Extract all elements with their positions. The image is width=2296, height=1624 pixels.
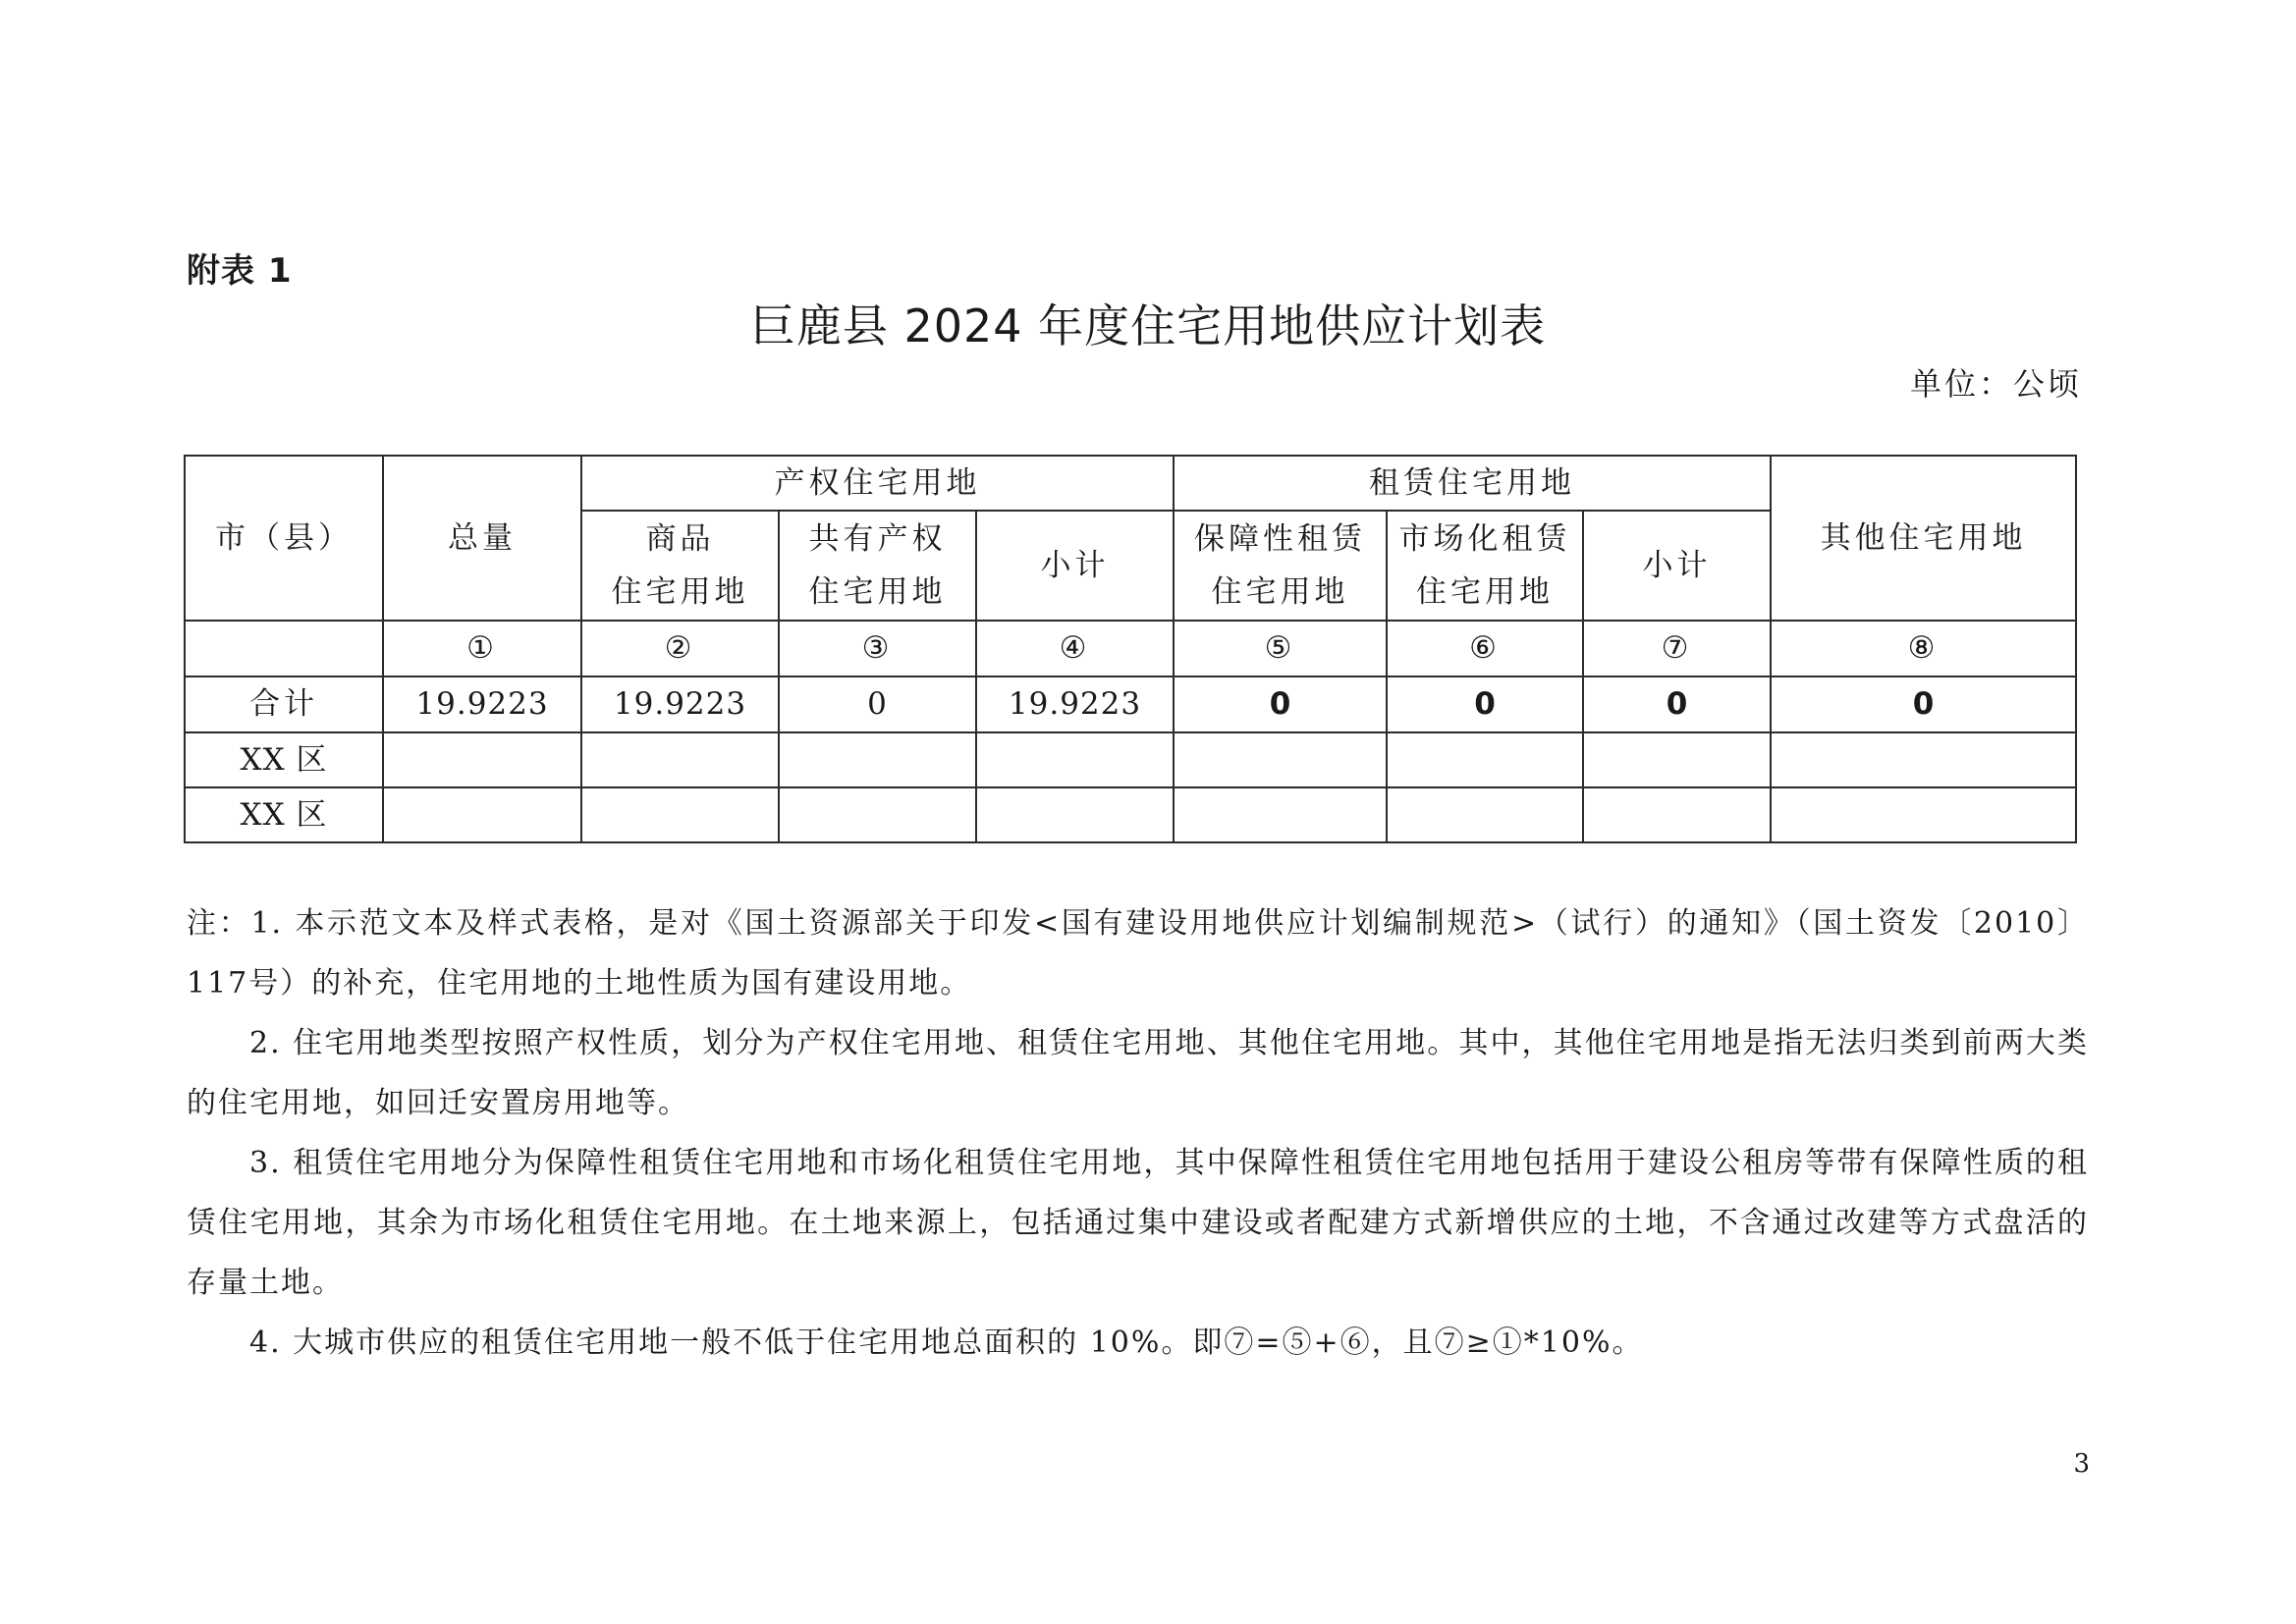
index-mark: ⑥ bbox=[1387, 621, 1583, 676]
header-total: 总量 bbox=[383, 456, 581, 621]
cell-value bbox=[383, 787, 581, 842]
table-row bbox=[185, 787, 2076, 842]
index-empty bbox=[185, 621, 383, 676]
cell-value bbox=[779, 787, 976, 842]
header-group-rental: 租赁住宅用地 bbox=[1174, 456, 1771, 511]
cell-value bbox=[1387, 787, 1583, 842]
row-name: XX 区 bbox=[185, 732, 383, 787]
cell-value bbox=[779, 732, 976, 787]
note-2: 2. 住宅用地类型按照产权性质，划分为产权住宅用地、租赁住宅用地、其他住宅用地。其中，其他住宅用地是指无法归类到前两大类的住宅用地，如回迁安置房用地等。 bbox=[187, 1026, 2089, 1120]
cell-value: 0 bbox=[1174, 677, 1387, 732]
notes-section bbox=[187, 893, 2089, 1373]
cell-value bbox=[383, 732, 581, 787]
header-city: 市（县） bbox=[185, 456, 383, 621]
header-market-line1: 市场化租赁 bbox=[1398, 521, 1571, 557]
header-market-line2: 住宅用地 bbox=[1416, 574, 1555, 611]
note-1: 注：1. 本示范文本及样式表格，是对《国土资源部关于印发<国有建设用地供应计划编制规范>（试行）的通知》（国土资发〔2010〕117号）的补充，住宅用地的土地性质为国有建设用地。 bbox=[187, 906, 2089, 1001]
header-shared-line1: 共有产权 bbox=[808, 521, 947, 557]
cell-value bbox=[976, 732, 1174, 787]
table-row bbox=[185, 732, 2076, 787]
header-other: 其他住宅用地 bbox=[1771, 456, 2076, 621]
note-4: 4. 大城市供应的租赁住宅用地一般不低于住宅用地总面积的 10%。即⑦=⑤+⑥，且⑦≥①*10%。 bbox=[249, 1326, 1644, 1360]
cell-value: 19.9223 bbox=[976, 677, 1174, 732]
note-3: 3. 租赁住宅用地分为保障性租赁住宅用地和市场化租赁住宅用地，其中保障性租赁住宅用地包括用于建设公租房等带有保障性质的租赁住宅用地，其余为市场化租赁住宅用地。在土地来源上，包括通过集中建设或者配建方式新增供应的土地，不含通过改建等方式盘活的存量土地。 bbox=[187, 1146, 2089, 1300]
cell-value bbox=[1771, 787, 2076, 842]
index-mark: ② bbox=[581, 621, 779, 676]
cell-value bbox=[1174, 732, 1387, 787]
cell-value: 0 bbox=[779, 677, 976, 732]
header-market bbox=[1387, 511, 1583, 621]
header-shared bbox=[779, 511, 976, 621]
row-name: 合计 bbox=[185, 677, 383, 732]
header-commercial-line2: 住宅用地 bbox=[611, 574, 749, 611]
cell-value bbox=[1387, 732, 1583, 787]
index-mark: ⑧ bbox=[1771, 621, 2076, 676]
cell-value: 19.9223 bbox=[581, 677, 779, 732]
header-commercial-line1: 商品 bbox=[645, 521, 715, 557]
header-affordable bbox=[1174, 511, 1387, 621]
row-name: XX 区 bbox=[185, 787, 383, 842]
page-number: 3 bbox=[2073, 1449, 2090, 1479]
index-mark: ④ bbox=[976, 621, 1174, 676]
cell-value bbox=[581, 787, 779, 842]
page-title: 巨鹿县 2024 年度住宅用地供应计划表 bbox=[749, 299, 1547, 352]
cell-value bbox=[1583, 732, 1771, 787]
cell-value bbox=[1771, 732, 2076, 787]
header-subtotal-property: 小计 bbox=[976, 511, 1174, 621]
header-subtotal-rental: 小计 bbox=[1583, 511, 1771, 621]
cell-value: 0 bbox=[1583, 677, 1771, 732]
header-commercial bbox=[581, 511, 779, 621]
cell-value: 0 bbox=[1771, 677, 2076, 732]
supply-plan-table bbox=[184, 455, 2077, 843]
cell-value bbox=[1174, 787, 1387, 842]
header-affordable-line1: 保障性租赁 bbox=[1194, 521, 1367, 557]
cell-value bbox=[581, 732, 779, 787]
header-group-property: 产权住宅用地 bbox=[581, 456, 1174, 511]
cell-value: 19.9223 bbox=[383, 677, 581, 732]
header-affordable-line2: 住宅用地 bbox=[1211, 574, 1349, 611]
index-mark: ① bbox=[383, 621, 581, 676]
index-mark: ③ bbox=[779, 621, 976, 676]
table-row-total bbox=[185, 677, 2076, 732]
index-mark: ⑤ bbox=[1174, 621, 1387, 676]
header-shared-line2: 住宅用地 bbox=[808, 574, 947, 611]
cell-value bbox=[976, 787, 1174, 842]
cell-value: 0 bbox=[1387, 677, 1583, 732]
cell-value bbox=[1583, 787, 1771, 842]
index-mark: ⑦ bbox=[1583, 621, 1771, 676]
unit-label: 单位：公顷 bbox=[1909, 365, 2082, 403]
attachment-label: 附表 1 bbox=[187, 251, 293, 291]
